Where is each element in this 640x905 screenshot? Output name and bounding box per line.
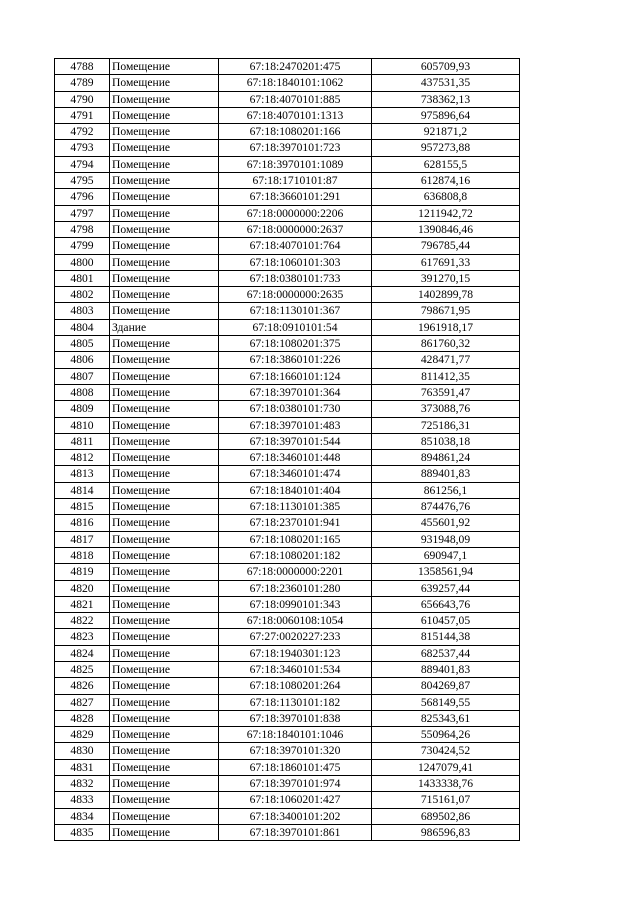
object-type-cell: Помещение: [110, 59, 219, 75]
cadastral-number-cell: 67:18:2370101:941: [219, 515, 372, 531]
object-type-cell: Помещение: [110, 384, 219, 400]
object-type-cell: Помещение: [110, 808, 219, 824]
table-row: [55, 710, 520, 726]
row-number-cell: 4827: [55, 694, 110, 710]
cadastral-value-cell: 682537,44: [372, 645, 520, 661]
cadastral-value-cell: 689502,86: [372, 808, 520, 824]
row-number-cell: 4829: [55, 727, 110, 743]
cadastral-number-cell: 67:18:1940301:123: [219, 645, 372, 661]
table-row: [55, 547, 520, 563]
cadastral-number-cell: 67:18:4070101:885: [219, 91, 372, 107]
cadastral-value-cell: 715161,07: [372, 792, 520, 808]
row-number-cell: 4797: [55, 205, 110, 221]
cadastral-value-cell: 851038,18: [372, 433, 520, 449]
table-row: [55, 368, 520, 384]
object-type-cell: Помещение: [110, 776, 219, 792]
row-number-cell: 4793: [55, 140, 110, 156]
row-number-cell: 4825: [55, 661, 110, 677]
object-type-cell: Помещение: [110, 515, 219, 531]
cadastral-number-cell: 67:18:0000000:2637: [219, 221, 372, 237]
table-row: [55, 564, 520, 580]
cadastral-value-cell: 957273,88: [372, 140, 520, 156]
cadastral-number-cell: 67:18:1710101:87: [219, 173, 372, 189]
cadastral-number-cell: 67:18:3970101:838: [219, 710, 372, 726]
object-type-cell: Помещение: [110, 613, 219, 629]
object-type-cell: Помещение: [110, 270, 219, 286]
cadastral-number-cell: 67:18:1840101:404: [219, 482, 372, 498]
cadastral-value-cell: 889401,83: [372, 661, 520, 677]
cadastral-number-cell: 67:18:0000000:2201: [219, 564, 372, 580]
row-number-cell: 4828: [55, 710, 110, 726]
cadastral-number-cell: 67:18:1080201:165: [219, 531, 372, 547]
cadastral-number-cell: 67:18:1130101:385: [219, 499, 372, 515]
row-number-cell: 4821: [55, 596, 110, 612]
object-type-cell: Помещение: [110, 580, 219, 596]
table-row: [55, 661, 520, 677]
cadastral-number-cell: 67:18:3860101:226: [219, 352, 372, 368]
cadastral-number-cell: 67:18:0000000:2635: [219, 287, 372, 303]
object-type-cell: Помещение: [110, 792, 219, 808]
object-type-cell: Помещение: [110, 759, 219, 775]
row-number-cell: 4798: [55, 221, 110, 237]
object-type-cell: Помещение: [110, 287, 219, 303]
cadastral-number-cell: 67:18:4070101:764: [219, 238, 372, 254]
table-row: [55, 238, 520, 254]
row-number-cell: 4796: [55, 189, 110, 205]
cadastral-value-cell: 798671,95: [372, 303, 520, 319]
row-number-cell: 4820: [55, 580, 110, 596]
cadastral-value-cell: 690947,1: [372, 547, 520, 563]
row-number-cell: 4801: [55, 270, 110, 286]
cadastral-value-cell: 1390846,46: [372, 221, 520, 237]
cadastral-value-cell: 894861,24: [372, 450, 520, 466]
table-row: [55, 629, 520, 645]
table-row: [55, 596, 520, 612]
cadastral-value-cell: 1247079,41: [372, 759, 520, 775]
row-number-cell: 4799: [55, 238, 110, 254]
object-type-cell: Помещение: [110, 156, 219, 172]
cadastral-value-cell: 617691,33: [372, 254, 520, 270]
row-number-cell: 4814: [55, 482, 110, 498]
cadastral-value-cell: 391270,15: [372, 270, 520, 286]
row-number-cell: 4835: [55, 824, 110, 840]
row-number-cell: 4788: [55, 59, 110, 75]
cadastral-number-cell: 67:18:0000000:2206: [219, 205, 372, 221]
row-number-cell: 4815: [55, 499, 110, 515]
object-type-cell: Помещение: [110, 596, 219, 612]
cadastral-number-cell: 67:18:3460101:474: [219, 466, 372, 482]
row-number-cell: 4833: [55, 792, 110, 808]
row-number-cell: 4800: [55, 254, 110, 270]
row-number-cell: 4802: [55, 287, 110, 303]
cadastral-value-table: [54, 58, 520, 841]
object-type-cell: Помещение: [110, 466, 219, 482]
cadastral-value-cell: 1358561,94: [372, 564, 520, 580]
table-row: [55, 173, 520, 189]
row-number-cell: 4808: [55, 384, 110, 400]
table-row: [55, 759, 520, 775]
cadastral-value-cell: 804269,87: [372, 678, 520, 694]
object-type-cell: Помещение: [110, 824, 219, 840]
table-row: [55, 808, 520, 824]
object-type-cell: Помещение: [110, 661, 219, 677]
object-type-cell: Помещение: [110, 417, 219, 433]
cadastral-value-cell: 628155,5: [372, 156, 520, 172]
cadastral-value-cell: 861760,32: [372, 336, 520, 352]
table-row: [55, 580, 520, 596]
row-number-cell: 4791: [55, 107, 110, 123]
object-type-cell: Помещение: [110, 401, 219, 417]
cadastral-value-cell: 725186,31: [372, 417, 520, 433]
cadastral-value-cell: 550964,26: [372, 727, 520, 743]
cadastral-number-cell: 67:18:3400101:202: [219, 808, 372, 824]
cadastral-number-cell: 67:18:0060108:1054: [219, 613, 372, 629]
cadastral-value-cell: 986596,83: [372, 824, 520, 840]
table-row: [55, 824, 520, 840]
row-number-cell: 4831: [55, 759, 110, 775]
table-body: [55, 59, 520, 841]
row-number-cell: 4804: [55, 319, 110, 335]
row-number-cell: 4807: [55, 368, 110, 384]
cadastral-number-cell: 67:18:3660101:291: [219, 189, 372, 205]
table-row: [55, 124, 520, 140]
cadastral-number-cell: 67:18:1130101:367: [219, 303, 372, 319]
object-type-cell: Помещение: [110, 743, 219, 759]
object-type-cell: Помещение: [110, 254, 219, 270]
cadastral-number-cell: 67:18:2360101:280: [219, 580, 372, 596]
row-number-cell: 4818: [55, 547, 110, 563]
object-type-cell: Помещение: [110, 189, 219, 205]
object-type-cell: Помещение: [110, 221, 219, 237]
cadastral-value-cell: 1211942,72: [372, 205, 520, 221]
cadastral-value-cell: 612874,16: [372, 173, 520, 189]
object-type-cell: Здание: [110, 319, 219, 335]
object-type-cell: Помещение: [110, 368, 219, 384]
table-row: [55, 384, 520, 400]
row-number-cell: 4832: [55, 776, 110, 792]
table-row: [55, 303, 520, 319]
row-number-cell: 4803: [55, 303, 110, 319]
table-row: [55, 319, 520, 335]
cadastral-number-cell: 67:18:1130101:182: [219, 694, 372, 710]
cadastral-number-cell: 67:27:0020227:233: [219, 629, 372, 645]
cadastral-number-cell: 67:18:3970101:364: [219, 384, 372, 400]
object-type-cell: Помещение: [110, 645, 219, 661]
table-row: [55, 140, 520, 156]
row-number-cell: 4816: [55, 515, 110, 531]
object-type-cell: Помещение: [110, 124, 219, 140]
cadastral-value-cell: 796785,44: [372, 238, 520, 254]
cadastral-number-cell: 67:18:0380101:730: [219, 401, 372, 417]
object-type-cell: Помещение: [110, 678, 219, 694]
row-number-cell: 4826: [55, 678, 110, 694]
object-type-cell: Помещение: [110, 140, 219, 156]
row-number-cell: 4824: [55, 645, 110, 661]
table-row: [55, 91, 520, 107]
cadastral-number-cell: 67:18:1080201:264: [219, 678, 372, 694]
table-row: [55, 270, 520, 286]
cadastral-number-cell: 67:18:3970101:1089: [219, 156, 372, 172]
object-type-cell: Помещение: [110, 710, 219, 726]
object-type-cell: Помещение: [110, 450, 219, 466]
object-type-cell: Помещение: [110, 482, 219, 498]
cadastral-number-cell: 67:18:1060201:427: [219, 792, 372, 808]
table-row: [55, 792, 520, 808]
row-number-cell: 4817: [55, 531, 110, 547]
cadastral-number-cell: 67:18:3460101:448: [219, 450, 372, 466]
table-row: [55, 515, 520, 531]
cadastral-value-cell: 815144,38: [372, 629, 520, 645]
cadastral-value-cell: 1433338,76: [372, 776, 520, 792]
object-type-cell: Помещение: [110, 173, 219, 189]
cadastral-value-cell: 730424,52: [372, 743, 520, 759]
table-row: [55, 613, 520, 629]
table-row: [55, 645, 520, 661]
cadastral-number-cell: 67:18:0990101:343: [219, 596, 372, 612]
row-number-cell: 4819: [55, 564, 110, 580]
table-row: [55, 694, 520, 710]
row-number-cell: 4795: [55, 173, 110, 189]
table-row: [55, 401, 520, 417]
row-number-cell: 4809: [55, 401, 110, 417]
cadastral-value-cell: 975896,64: [372, 107, 520, 123]
cadastral-number-cell: 67:18:2470201:475: [219, 59, 372, 75]
table-row: [55, 678, 520, 694]
table-row: [55, 466, 520, 482]
cadastral-value-cell: 738362,13: [372, 91, 520, 107]
table-row: [55, 254, 520, 270]
cadastral-value-cell: 639257,44: [372, 580, 520, 596]
table-row: [55, 352, 520, 368]
cadastral-value-cell: 373088,76: [372, 401, 520, 417]
cadastral-number-cell: 67:18:3970101:320: [219, 743, 372, 759]
table-row: [55, 205, 520, 221]
object-type-cell: Помещение: [110, 531, 219, 547]
row-number-cell: 4792: [55, 124, 110, 140]
table-row: [55, 499, 520, 515]
table-row: [55, 450, 520, 466]
row-number-cell: 4789: [55, 75, 110, 91]
cadastral-number-cell: 67:18:3970101:483: [219, 417, 372, 433]
cadastral-number-cell: 67:18:1660101:124: [219, 368, 372, 384]
table-row: [55, 417, 520, 433]
cadastral-value-cell: 811412,35: [372, 368, 520, 384]
table-row: [55, 727, 520, 743]
table-row: [55, 107, 520, 123]
cadastral-value-cell: 636808,8: [372, 189, 520, 205]
object-type-cell: Помещение: [110, 75, 219, 91]
table-row: [55, 433, 520, 449]
object-type-cell: Помещение: [110, 547, 219, 563]
cadastral-value-cell: 889401,83: [372, 466, 520, 482]
object-type-cell: Помещение: [110, 336, 219, 352]
table-row: [55, 221, 520, 237]
table-row: [55, 482, 520, 498]
table-row: [55, 743, 520, 759]
cadastral-number-cell: 67:18:1840101:1062: [219, 75, 372, 91]
row-number-cell: 4790: [55, 91, 110, 107]
row-number-cell: 4811: [55, 433, 110, 449]
cadastral-value-cell: 861256,1: [372, 482, 520, 498]
cadastral-number-cell: 67:18:3460101:534: [219, 661, 372, 677]
cadastral-number-cell: 67:18:4070101:1313: [219, 107, 372, 123]
cadastral-value-cell: 931948,09: [372, 531, 520, 547]
object-type-cell: Помещение: [110, 107, 219, 123]
row-number-cell: 4823: [55, 629, 110, 645]
object-type-cell: Помещение: [110, 91, 219, 107]
object-type-cell: Помещение: [110, 727, 219, 743]
cadastral-number-cell: 67:18:1080201:166: [219, 124, 372, 140]
table-row: [55, 287, 520, 303]
object-type-cell: Помещение: [110, 433, 219, 449]
cadastral-value-cell: 455601,92: [372, 515, 520, 531]
row-number-cell: 4806: [55, 352, 110, 368]
object-type-cell: Помещение: [110, 564, 219, 580]
cadastral-value-cell: 428471,77: [372, 352, 520, 368]
object-type-cell: Помещение: [110, 303, 219, 319]
cadastral-number-cell: 67:18:1060101:303: [219, 254, 372, 270]
cadastral-number-cell: 67:18:3970101:723: [219, 140, 372, 156]
table-row: [55, 336, 520, 352]
row-number-cell: 4822: [55, 613, 110, 629]
cadastral-number-cell: 67:18:1860101:475: [219, 759, 372, 775]
object-type-cell: Помещение: [110, 238, 219, 254]
row-number-cell: 4805: [55, 336, 110, 352]
object-type-cell: Помещение: [110, 629, 219, 645]
table-row: [55, 189, 520, 205]
cadastral-number-cell: 67:18:3970101:974: [219, 776, 372, 792]
cadastral-number-cell: 67:18:3970101:544: [219, 433, 372, 449]
object-type-cell: Помещение: [110, 499, 219, 515]
row-number-cell: 4834: [55, 808, 110, 824]
row-number-cell: 4794: [55, 156, 110, 172]
cadastral-value-cell: 763591,47: [372, 384, 520, 400]
table-row: [55, 75, 520, 91]
object-type-cell: Помещение: [110, 352, 219, 368]
cadastral-value-cell: 656643,76: [372, 596, 520, 612]
table-row: [55, 59, 520, 75]
row-number-cell: 4810: [55, 417, 110, 433]
cadastral-number-cell: 67:18:3970101:861: [219, 824, 372, 840]
row-number-cell: 4813: [55, 466, 110, 482]
row-number-cell: 4830: [55, 743, 110, 759]
cadastral-value-cell: 605709,93: [372, 59, 520, 75]
cadastral-value-cell: 437531,35: [372, 75, 520, 91]
cadastral-number-cell: 67:18:0380101:733: [219, 270, 372, 286]
cadastral-value-cell: 921871,2: [372, 124, 520, 140]
cadastral-value-cell: 874476,76: [372, 499, 520, 515]
object-type-cell: Помещение: [110, 205, 219, 221]
table-row: [55, 776, 520, 792]
cadastral-value-cell: 568149,55: [372, 694, 520, 710]
cadastral-number-cell: 67:18:1080201:375: [219, 336, 372, 352]
object-type-cell: Помещение: [110, 694, 219, 710]
table-row: [55, 156, 520, 172]
cadastral-value-cell: 610457,05: [372, 613, 520, 629]
cadastral-value-cell: 1961918,17: [372, 319, 520, 335]
cadastral-number-cell: 67:18:1080201:182: [219, 547, 372, 563]
cadastral-number-cell: 67:18:0910101:54: [219, 319, 372, 335]
cadastral-value-cell: 1402899,78: [372, 287, 520, 303]
row-number-cell: 4812: [55, 450, 110, 466]
table-row: [55, 531, 520, 547]
cadastral-value-cell: 825343,61: [372, 710, 520, 726]
cadastral-number-cell: 67:18:1840101:1046: [219, 727, 372, 743]
